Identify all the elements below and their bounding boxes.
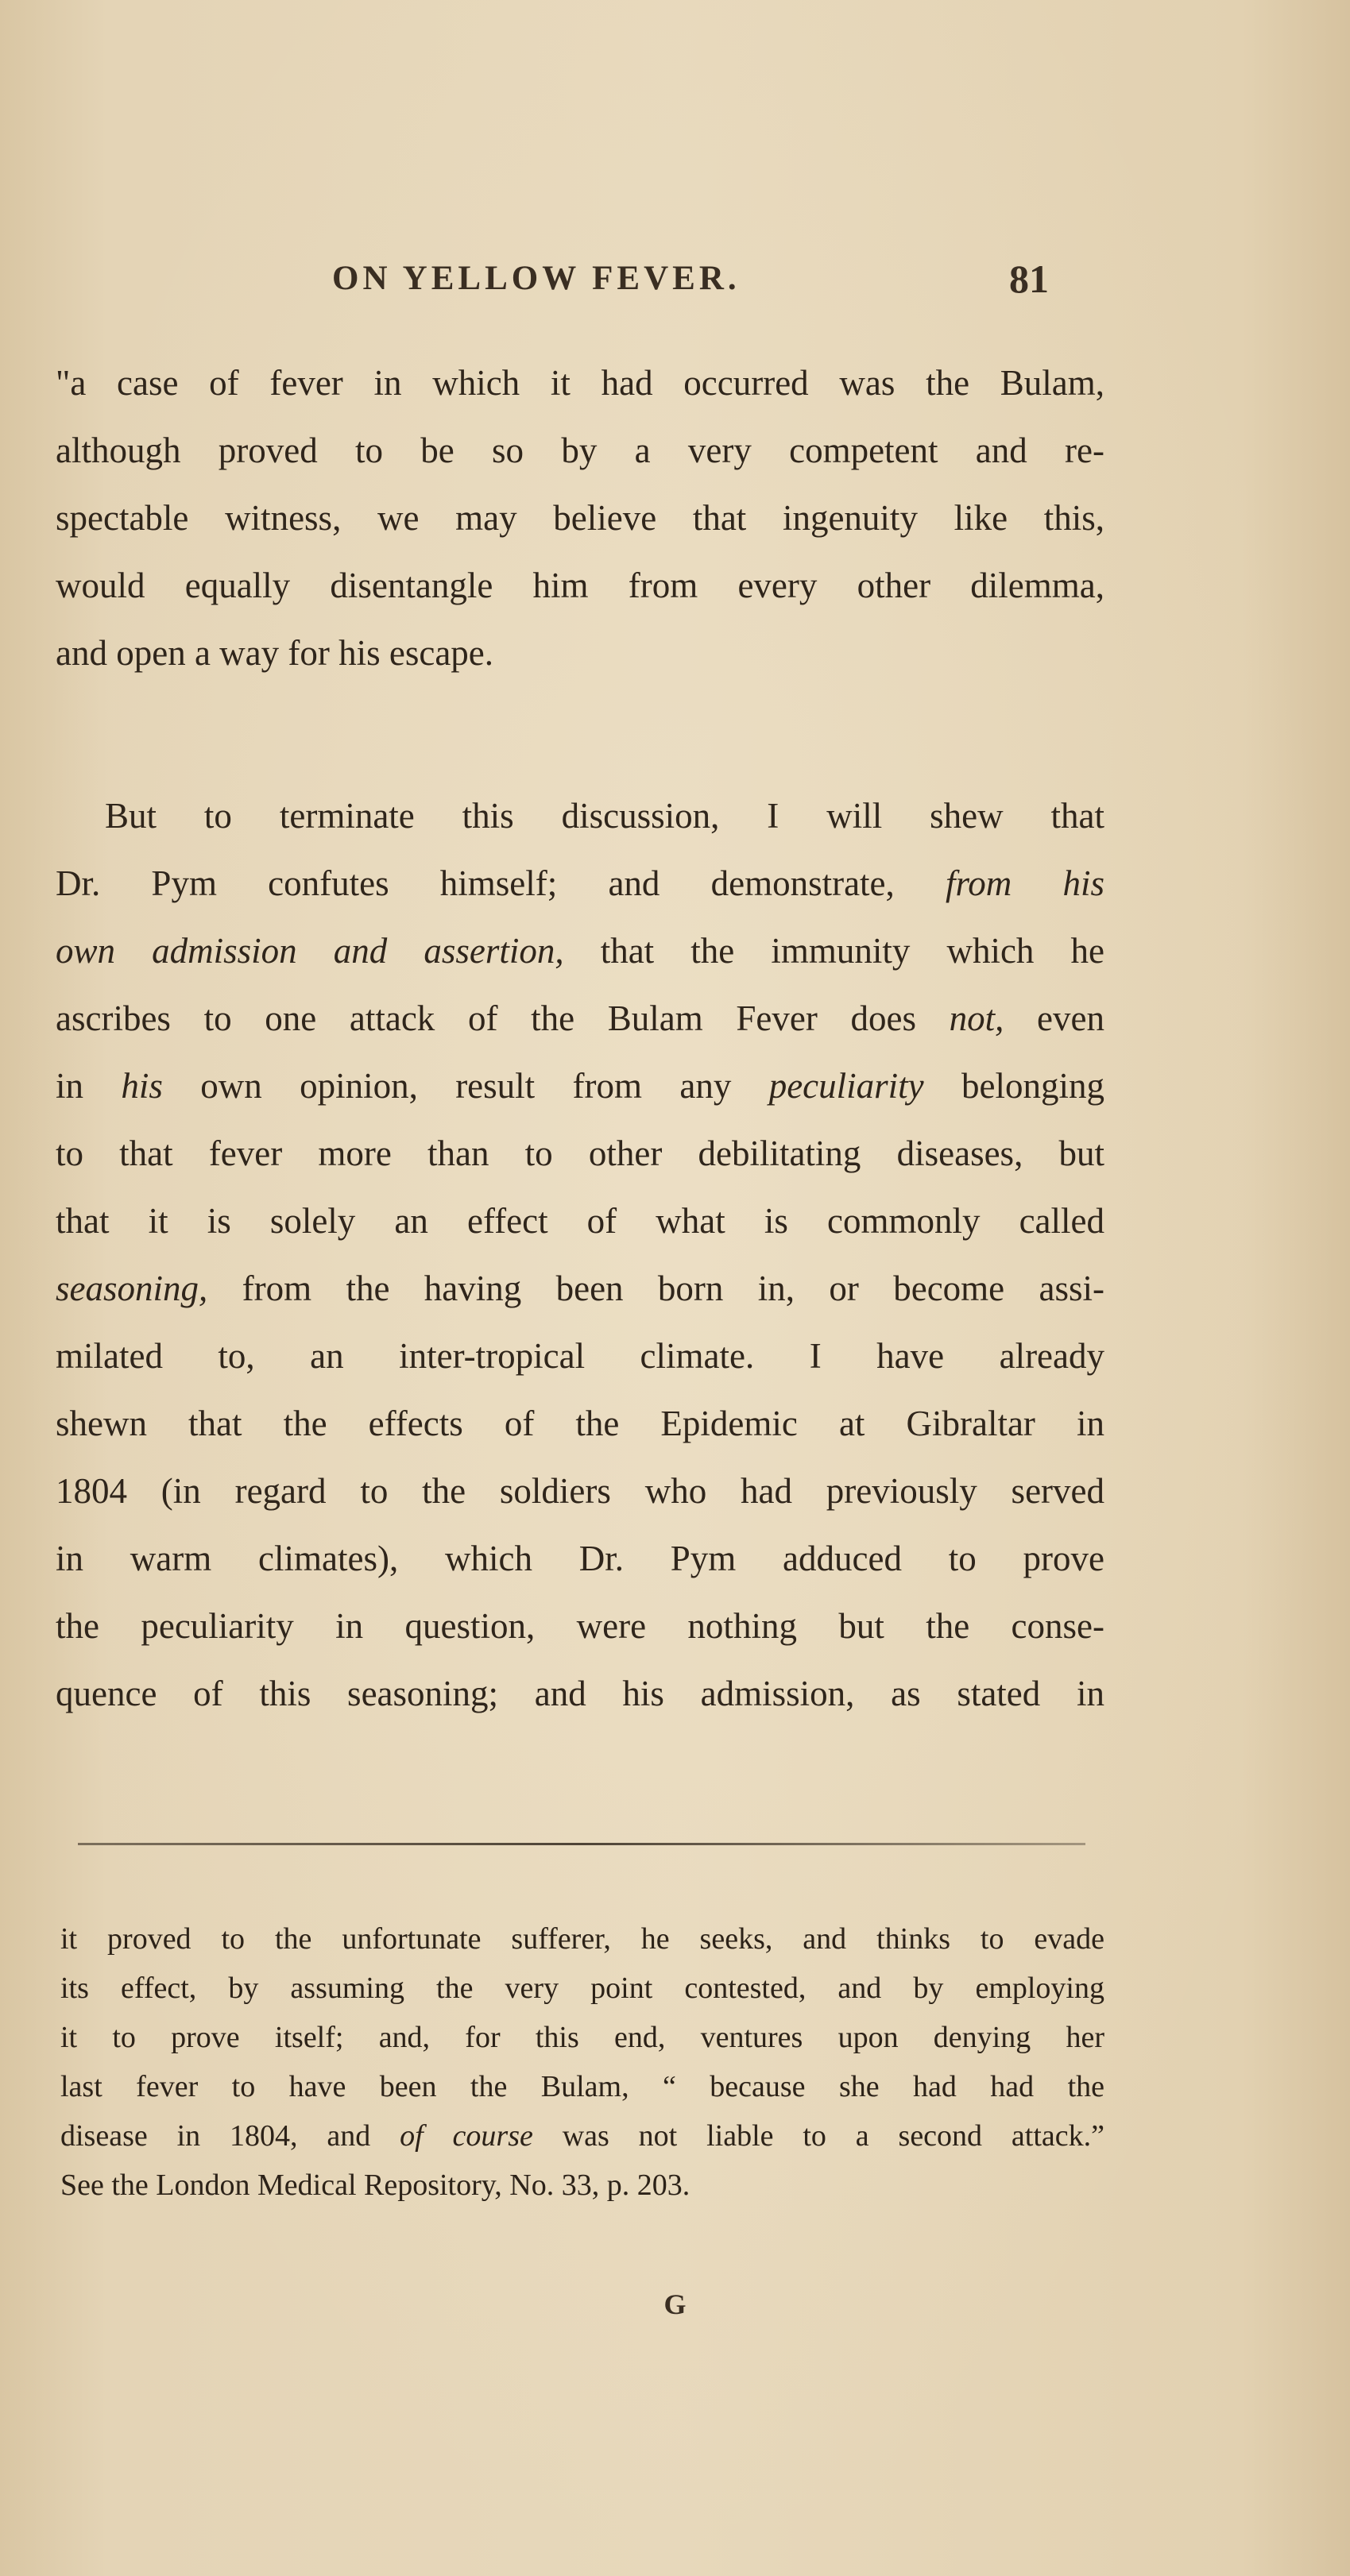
text-line: spectable witness, we may believe that ingenuity like this, — [56, 498, 1104, 538]
running-head-title: ON YELLOW FEVER. — [332, 260, 741, 297]
footnote-line: it to prove itself; and, for this end, ventures upon denying her — [60, 2021, 1104, 2054]
text-line: But to terminate this discussion, I will shew that — [105, 796, 1104, 836]
footnote — [60, 1914, 1104, 2210]
italic-text: from his — [945, 863, 1104, 903]
footnote-rule — [78, 1843, 1085, 1845]
text-line: to that fever more than to other debilitating diseases, but — [56, 1134, 1104, 1173]
italic-text: seasoning, — [56, 1269, 208, 1308]
italic-text: own admission and assertion, — [56, 931, 564, 971]
text-line: in his own opinion, result from any peculiarity belonging — [56, 1066, 1104, 1106]
text-line: ascribes to one attack of the Bulam Fever does not, even — [56, 998, 1104, 1038]
italic-text: not, — [949, 998, 1004, 1038]
text-line: own admission and assertion, that the immunity which he — [56, 931, 1104, 971]
italic-text: his — [121, 1066, 163, 1106]
footnote-line: See the London Medical Repository, No. 33, p. 203. — [60, 2169, 690, 2202]
paragraph-continued — [56, 350, 1104, 687]
text-line: milated to, an inter-tropical climate. I have already — [56, 1336, 1104, 1376]
text-line: in warm climates), which Dr. Pym adduced to prove — [56, 1539, 1104, 1578]
footnote-line: it proved to the unfortunate sufferer, he seeks, and thinks to evade — [60, 1922, 1104, 1956]
text-line: shewn that the effects of the Epidemic at Gibraltar in — [56, 1404, 1104, 1443]
page-number: 81 — [1009, 257, 1049, 301]
signature-mark: G — [663, 2288, 687, 2320]
text-line: "a case of fever in which it had occurred was the Bulam, — [56, 363, 1104, 403]
paragraph-main — [56, 782, 1104, 1728]
footnote-line: last fever to have been the Bulam, “ because she had had the — [60, 2070, 1104, 2103]
text-line: quence of this seasoning; and his admission, as stated in — [56, 1674, 1104, 1713]
italic-text: peculiarity — [768, 1066, 924, 1106]
running-head — [0, 259, 1350, 307]
italic-text: of course — [400, 2119, 533, 2153]
text-line: although proved to be so by a very competent and re- — [56, 431, 1104, 470]
text-line: that it is solely an effect of what is commonly called — [56, 1201, 1104, 1241]
footnote-line: its effect, by assuming the very point contested, and by employing — [60, 1972, 1104, 2005]
text-line: Dr. Pym confutes himself; and demonstrate, from his — [56, 863, 1104, 903]
text-line: the peculiarity in question, were nothing but the conse- — [56, 1606, 1104, 1646]
footnote-line: disease in 1804, and of course was not liable to a second attack.” — [60, 2119, 1104, 2153]
text-line: 1804 (in regard to the soldiers who had previously served — [56, 1471, 1104, 1511]
text-line: and open a way for his escape. — [56, 633, 494, 673]
text-line: seasoning, from the having been born in, or become assi- — [56, 1269, 1104, 1308]
text-line: would equally disentangle him from every other dilemma, — [56, 566, 1104, 605]
